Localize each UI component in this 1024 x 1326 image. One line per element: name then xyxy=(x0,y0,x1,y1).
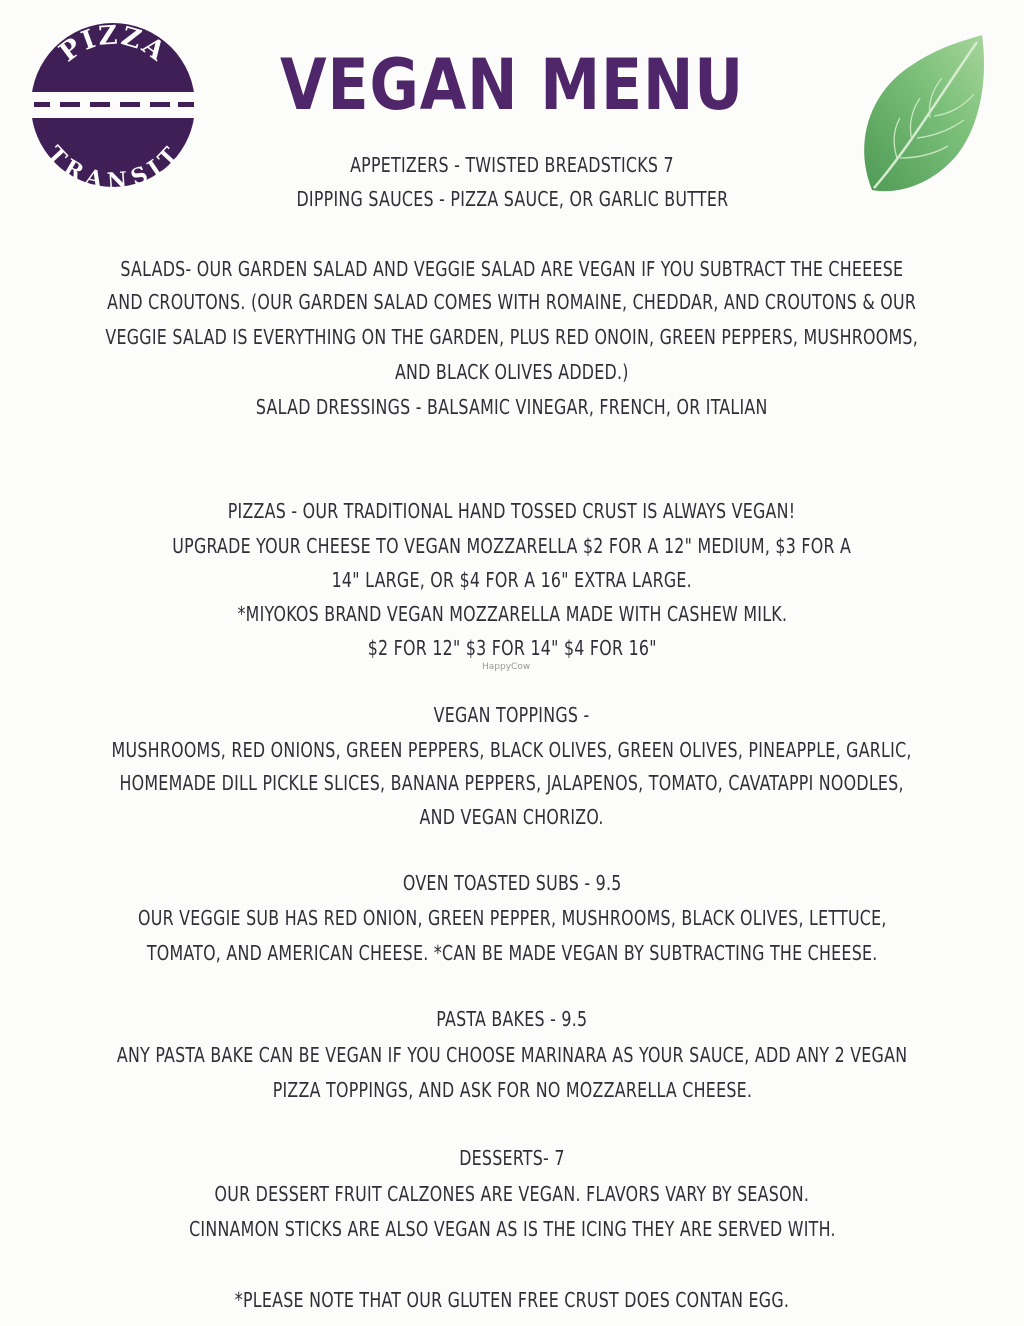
salads-line-4: AND BLACK OLIVES ADDED.) xyxy=(395,360,629,384)
desserts-heading: DESSERTS- 7 xyxy=(459,1146,565,1170)
pizzas-line-4: *MIYOKOS BRAND VEGAN MOZZARELLA MADE WITH CASHEW MILK. xyxy=(237,602,787,626)
salads-line-3: VEGGIE SALAD IS EVERYTHING ON THE GARDEN, PLUS RED ONOIN, GREEN PEPPERS, MUSHROOMS, xyxy=(105,325,919,349)
pizzas-line-2: UPGRADE YOUR CHEESE TO VEGAN MOZZARELLA $2 FOR A 12" MEDIUM, $3 FOR A xyxy=(172,534,852,558)
subs-heading: OVEN TOASTED SUBS - 9.5 xyxy=(402,871,622,895)
vegan-toppings-line-3: AND VEGAN CHORIZO. xyxy=(419,805,605,829)
vegan-toppings-line-1: MUSHROOMS, RED ONIONS, GREEN PEPPERS, BLACK OLIVES, GREEN OLIVES, PINEAPPLE, GARLIC, xyxy=(111,738,913,762)
desserts-line-1: OUR DESSERT FRUIT CALZONES ARE VEGAN. FLAVORS VARY BY SEASON. xyxy=(214,1182,810,1206)
pizzas-line-5: $2 FOR 12" $3 FOR 14" $4 FOR 16" xyxy=(367,636,657,660)
page-title: VEGAN MENU xyxy=(280,44,744,126)
watermark: HappyCow xyxy=(482,662,531,672)
pizzas-line-3: 14" LARGE, OR $4 FOR A 16" EXTRA LARGE. xyxy=(331,568,693,592)
salads-line-1: SALADS- OUR GARDEN SALAD AND VEGGIE SALAD ARE VEGAN IF YOU SUBTRACT THE CHEEESE xyxy=(120,257,904,281)
salad-dressings-line: SALAD DRESSINGS - BALSAMIC VINEGAR, FRENCH, OR ITALIAN xyxy=(256,395,768,419)
appetizers-line: APPETIZERS - TWISTED BREADSTICKS 7 xyxy=(350,153,674,177)
dipping-sauces-line: DIPPING SAUCES - PIZZA SAUCE, OR GARLIC BUTTER xyxy=(296,187,728,211)
subs-line-1: OUR VEGGIE SUB HAS RED ONION, GREEN PEPPER, MUSHROOMS, BLACK OLIVES, LETTUCE, xyxy=(137,906,887,930)
subs-line-2: TOMATO, AND AMERICAN CHEESE. *CAN BE MADE VEGAN BY SUBTRACTING THE CHEESE. xyxy=(146,941,878,965)
pasta-line-2: PIZZA TOPPINGS, AND ASK FOR NO MOZZARELLA CHEESE. xyxy=(272,1078,752,1102)
salads-line-2: AND CROUTONS. (OUR GARDEN SALAD COMES WITH ROMAINE, CHEDDAR, AND CROUTONS & OUR xyxy=(107,290,917,314)
gluten-free-note: *PLEASE NOTE THAT OUR GLUTEN FREE CRUST DOES CONTAN EGG. xyxy=(234,1288,790,1312)
logo-top-text: PIZZA xyxy=(54,22,172,69)
logo-bottom-text: TRANSIT xyxy=(41,141,185,188)
vegan-toppings-heading: VEGAN TOPPINGS - xyxy=(434,703,590,727)
pasta-heading: PASTA BAKES - 9.5 xyxy=(436,1007,588,1031)
pizzas-line-1: PIZZAS - OUR TRADITIONAL HAND TOSSED CRUST IS ALWAYS VEGAN! xyxy=(228,499,796,523)
pasta-line-1: ANY PASTA BAKE CAN BE VEGAN IF YOU CHOOSE MARINARA AS YOUR SAUCE, ADD ANY 2 VEGAN xyxy=(116,1043,908,1067)
desserts-line-2: CINNAMON STICKS ARE ALSO VEGAN AS IS THE ICING THEY ARE SERVED WITH. xyxy=(188,1217,836,1241)
vegan-toppings-line-2: HOMEMADE DILL PICKLE SLICES, BANANA PEPPERS, JALAPENOS, TOMATO, CAVATAPPI NOODLES, xyxy=(119,771,905,795)
